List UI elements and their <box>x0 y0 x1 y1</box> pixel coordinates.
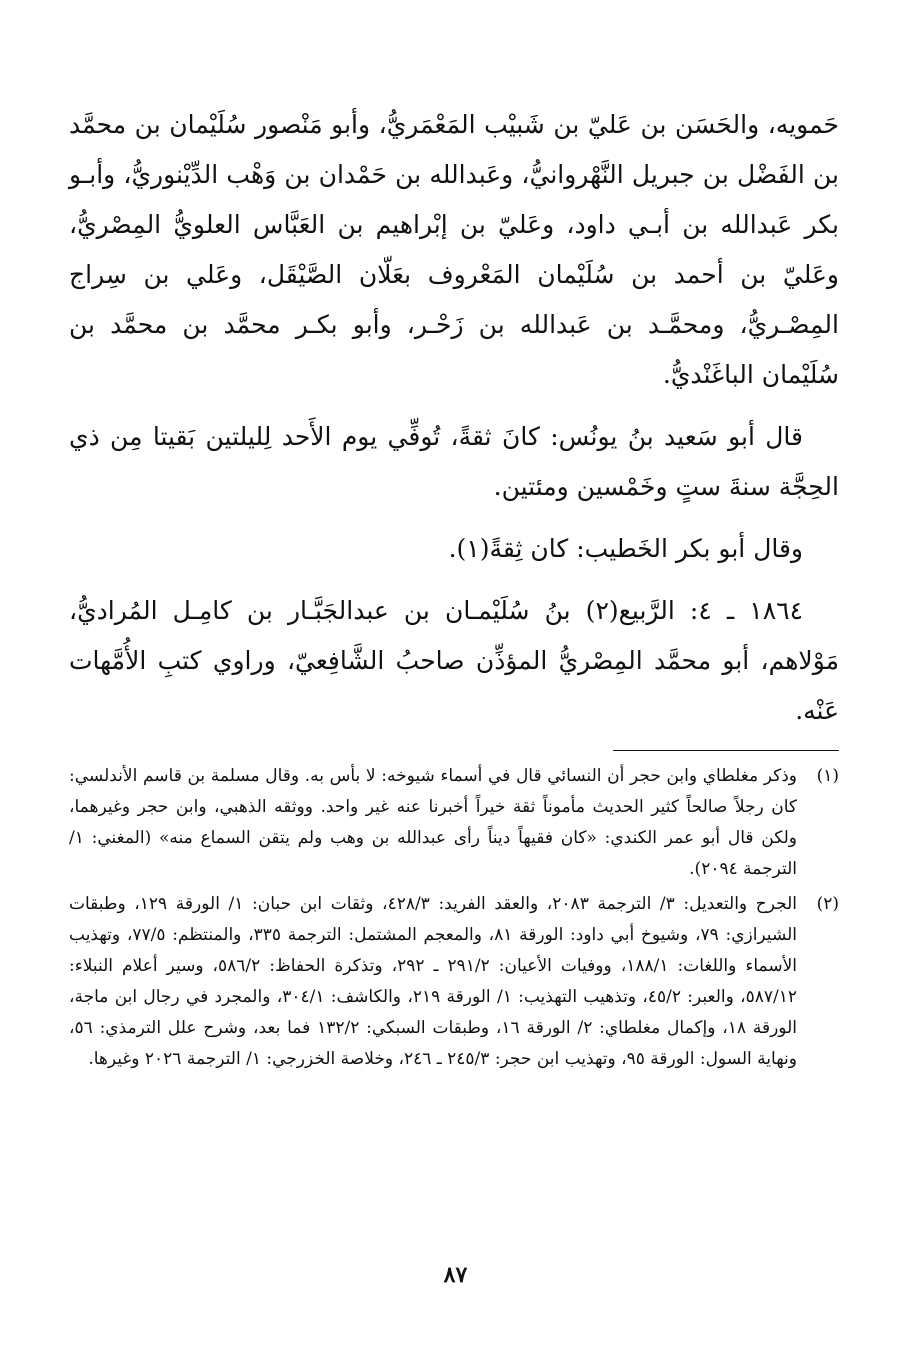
entry-number: ١٨٦٤ ـ ٤: <box>689 596 803 625</box>
paragraph-khatib-quote: وقال أبو بكر الخَطيب: كان ثِقةً(١). <box>448 534 803 563</box>
page-body <box>69 100 839 1079</box>
biography-entry <box>69 586 839 736</box>
main-text <box>69 100 839 736</box>
footnote-separator <box>613 750 839 751</box>
paragraph-death-report: قال أبو سَعيد بنُ يونُس: كانَ ثقةً، تُوفِّي يوم الأَحد لِليلتين بَقيتا مِن ذي الحِجَّة سنةَ ستٍ وخَمْسين ومئتين. <box>69 422 839 501</box>
footnotes <box>69 761 839 1075</box>
footnote-marker: (١) <box>816 766 839 786</box>
footnote-text: الجرح والتعديل: ٣/ الترجمة ٢٠٨٣، والعقد الفريد: ٤٢٨/٣، وثقات ابن حبان: ١/ الورقة ١٢٩، وطبقات الشيرازي: ٧٩، وشيوخ أبي داود: الورقة ٨١، والمعجم المشتمل: الترجمة ٣٣٥، والمنتظم: ٧٧/٥، وتهذيب الأسماء واللغات: ١٨٨/١، ووفيات الأعيان: ٢٩١/٢ ـ ٢٩٢، وتذكرة الحفاظ: ٥٨٦/٢، وسير أعلام النبلاء: ٥٨٧/١٢، والعبر: ٤٥/٢، وتذهيب التهذيب: ١/ الورقة ٢١٩، والكاشف: ٣٠٤/١، والمجرد في رجال ابن ماجة، الورقة ١٨، وإكمال مغلطاي: ٢/ الورقة ١٦، وطبقات السبكي: ١٣٢/٢ فما بعد، وشرح علل الترمذي: ٥٦، ونهاية السول: الورقة ٩٥، وتهذيب ابن حجر: ٢٤٥/٣ ـ ٢٤٦، وخلاصة الخزرجي: ١/ الترجمة ٢٠٢٦ وغيرها. <box>69 894 798 1069</box>
footnote-1 <box>69 761 839 885</box>
paragraph-teachers: حَمويه، والحَسَن بن عَليّ بن شَبيْب المَعْمَريُّ، وأبو مَنْصور سُلَيْمان بن محمَّد بن الفَضْل بن جبريل النَّهْروانيُّ، وعَبدالله بن حَمْدان بن وَهْب الدِّيْنوريُّ، وأبـو بكر عَبدالله بن أبـي داود، وعَليّ بن إبْراهيم بن العَبَّاس العلويُّ المِصْريُّ، وعَليّ بن أحمد بن سُلَيْمان المَعْروف بعَلّان الصَّيْقَل، وعَلي بن سِراج المِصْـريُّ، ومحمَّـد بن عَبدالله بن زَحْـر، وأبو بكـر محمَّد بن محمَّد بن سُلَيْمان الباغَنْديُّ. <box>69 110 839 389</box>
footnote-text: وذكر مغلطاي وابن حجر أن النسائي قال في أسماء شيوخه: لا بأس به. وقال مسلمة بن قاسم الأندلسي: كان رجلاً صالحاً كثير الحديث مأموناً ثقة خيراً أخبرنا عنه غير واحد. ووثقه الذهبي، وابن حجر وغيرهما، ولكن قال أبو عمر الكندي: «كان فقيهاً ديناً رأى عبدالله بن وهب ولم يتقن السماع منه» (المغني: ١/ الترجمة ٢٠٩٤). <box>69 766 797 879</box>
page-number: ٨٧ <box>443 1262 468 1288</box>
footnote-2 <box>69 889 839 1075</box>
footnote-marker: (٢) <box>816 894 839 914</box>
entry-text: الرَّبيع(٢) بنُ سُلَيْمـان بن عبدالجَبَّـار بن كامِـل المُراديُّ، مَوْلاهم، أبو محمَّد المِصْريُّ المؤذِّن صاحبُ الشَّافِعيّ، وراوي كتبِ الأُمَّهات عَنْه. <box>69 596 839 725</box>
